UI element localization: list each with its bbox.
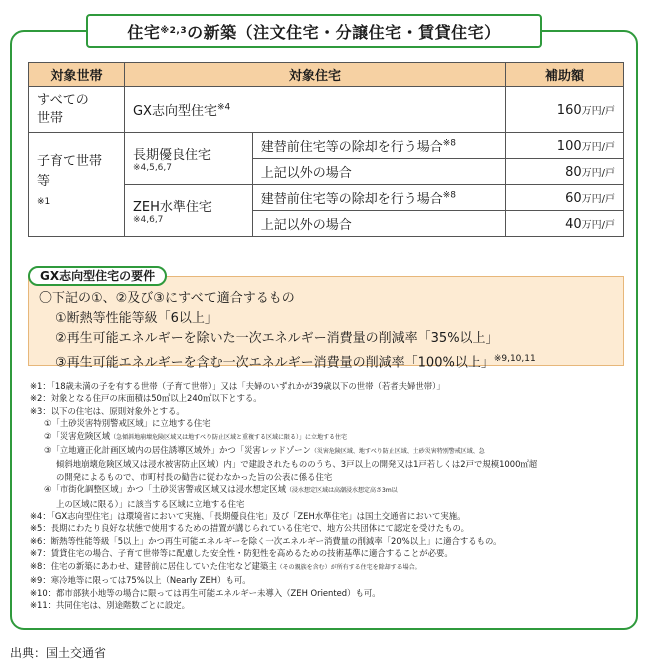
- house-zeh-note: ※4,6,7: [132, 214, 164, 225]
- requirement-item-2: ②再生可能エネルギーを除いた一次エネルギー消費量の削減率「35%以上」: [55, 331, 499, 346]
- note-3-2-text: ②「災害危険区域: [44, 430, 111, 441]
- cell-house-gx: [124, 87, 505, 133]
- cell-long-case2: 上記以外の場合: [252, 159, 505, 185]
- note-8-text: ※8：住宅の新築にあわせ、建替前に居住していた住宅など建築主: [30, 560, 277, 571]
- note-3-4-cont: 上の区域に限る）」に該当する区域に立地する住宅: [56, 498, 245, 509]
- page-title: [86, 14, 542, 48]
- note-3-2: [30, 430, 630, 444]
- requirement-item-3: [39, 349, 611, 373]
- cell-house-zeh: [124, 185, 252, 237]
- title-main: 住宅: [127, 22, 161, 42]
- note-3-3: [30, 444, 630, 458]
- requirements-intro: 〇下記の①、②及び③にすべて適合するもの: [39, 291, 295, 306]
- table-header-row: [29, 63, 624, 87]
- note-3-4-tail: （浸水想定区域は高潮浸水想定高さ3m以: [286, 487, 398, 495]
- requirements-label: GX志向型住宅の要件: [28, 266, 167, 286]
- requirement-item-1: ①断熱等性能等級「6以上」: [55, 311, 218, 326]
- amount-zeh-1-unit: 万円/戸: [581, 193, 615, 205]
- note-3-4: [30, 483, 630, 497]
- note-5: ※5：長期にわたり良好な状態で使用するための措置が講じられている住宅で、地方公共団体にて認定を受けたもの。: [30, 523, 469, 534]
- subsidy-table: [28, 62, 624, 237]
- note-9: ※9：寒冷地等に限っては75%以上（Nearly ZEH）も可。: [30, 575, 251, 586]
- amount-zeh-1: 60: [565, 190, 582, 206]
- table-row-long-1: [29, 133, 624, 159]
- zeh-case1-note: ※8: [442, 190, 457, 201]
- amount-gx-unit: 万円/戸: [581, 105, 615, 117]
- amount-gx: 160: [556, 102, 582, 118]
- footnotes: [30, 380, 630, 611]
- note-8-tail: （その親族を含む）が所有する住宅を除却する場合。: [276, 563, 421, 571]
- amount-long-1-unit: 万円/戸: [581, 141, 615, 153]
- gx-requirements: [28, 266, 624, 370]
- requirement-item-3-text: ③再生可能エネルギーを含む一次エネルギー消費量の削減率「100%以上」: [55, 355, 494, 371]
- note-4: ※4：「GX志向型住宅」は環境省において実施、「長期優良住宅」及び「ZEH水準住宅」は国土交通省において実施。: [30, 511, 466, 522]
- source-credit: 出典：国土交通省: [10, 646, 107, 660]
- cell-household-kosodate: [29, 133, 125, 237]
- cell-amount-zeh-2: [506, 211, 624, 237]
- title-rest: の新築（注文住宅・分譲住宅・賃貸住宅）: [187, 22, 501, 42]
- note-2: ※2：対象となる住戸の床面積は50㎡以上240㎡以下とする。: [30, 393, 262, 404]
- note-6: ※6：断熱等性能等級「5以上」かつ再生可能エネルギーを除く一次エネルギー消費量の削減率「20%以上」に適合するもの。: [30, 535, 502, 546]
- note-3-3-cont: 傾斜地崩壊危険区域又は浸水被害防止区域）内」で建設されたもののうち、3戸以上の開発又は1戸若しくは2戸で規模1000㎡超: [56, 459, 538, 470]
- amount-zeh-2-unit: 万円/戸: [581, 219, 615, 231]
- cell-zeh-case2: 上記以外の場合: [252, 211, 505, 237]
- table-row-all: [29, 87, 624, 133]
- house-zeh-label: ZEH水準住宅: [132, 199, 212, 215]
- long-case1-label: 建替前住宅等の除却を行う場合: [260, 140, 443, 155]
- cell-amount-long-2: [506, 159, 624, 185]
- header-amount: 補助額: [506, 63, 624, 87]
- cell-amount-zeh-1: [506, 185, 624, 211]
- note-3-1: ①「土砂災害特別警戒区域」に立地する住宅: [44, 418, 211, 429]
- note-11: ※11：共同住宅は、別途階数ごとに設定。: [30, 599, 191, 610]
- note-8: [30, 560, 630, 574]
- header-house: 対象住宅: [124, 63, 505, 87]
- zeh-case1-label: 建替前住宅等の除却を行う場合: [260, 192, 443, 207]
- title-sup: ※2,3: [160, 26, 188, 36]
- house-long-label: 長期優良住宅: [132, 147, 211, 163]
- requirement-item-3-note: ※9,10,11: [493, 354, 536, 364]
- amount-long-2: 80: [565, 164, 582, 180]
- amount-long-2-unit: 万円/戸: [581, 167, 615, 179]
- house-gx-note: ※4: [216, 102, 231, 113]
- cell-amount-long-1: [506, 133, 624, 159]
- house-long-note: ※4,5,6,7: [132, 162, 172, 173]
- note-3: ※3：以下の住宅は、原則対象外とする。: [30, 405, 185, 416]
- note-3-4-text: ④「市街化調整区域」かつ「土砂災害警戒区域又は浸水想定区域: [44, 484, 287, 495]
- household-kosodate-label: 子育て世帯等: [37, 154, 103, 190]
- note-3-2-tail: （急傾斜地崩壊危険区域又は地すべり防止区域と重複する区域に限る）」に立地する住宅: [110, 433, 348, 441]
- header-household: 対象世帯: [29, 63, 125, 87]
- note-7: ※7：賃貸住宅の場合、子育て世帯等に配慮した安全性・防犯性を高めるための技術基準に適合することが必要。: [30, 548, 453, 559]
- cell-household-all: [29, 87, 125, 133]
- note-3-3-cont2: の開発によるもので、市町村長の勧告に従わなかった旨の公表に係る住宅: [56, 471, 333, 482]
- amount-zeh-2: 40: [565, 216, 582, 232]
- cell-zeh-case1: [252, 185, 505, 211]
- household-kosodate-note: ※1: [37, 197, 51, 208]
- note-3-3-text: ③「立地適正化計画区域内の居住誘導区域外」かつ「災害レッドゾーン: [44, 445, 311, 456]
- amount-long-1: 100: [556, 138, 582, 154]
- cell-house-long: [124, 133, 252, 185]
- note-1: ※1：「18歳未満の子を有する世帯（子育て世帯）」又は「夫婦のいずれかが39歳以下の世帯（若者夫婦世帯）」: [30, 381, 445, 391]
- cell-long-case1: [252, 133, 505, 159]
- household-all-label: すべての世帯: [37, 92, 89, 126]
- requirements-box: [28, 276, 624, 371]
- cell-amount-gx: [506, 87, 624, 133]
- note-10: ※10：都市部狭小地等の場合に限っては再生可能エネルギー未導入（ZEH Oriented）も可。: [30, 587, 381, 598]
- long-case1-note: ※8: [442, 138, 457, 149]
- note-3-3-tail: （災害危険区域、地すべり防止区域、土砂災害特別警戒区域、急: [310, 448, 485, 456]
- house-gx-label: GX志向型住宅: [132, 104, 217, 119]
